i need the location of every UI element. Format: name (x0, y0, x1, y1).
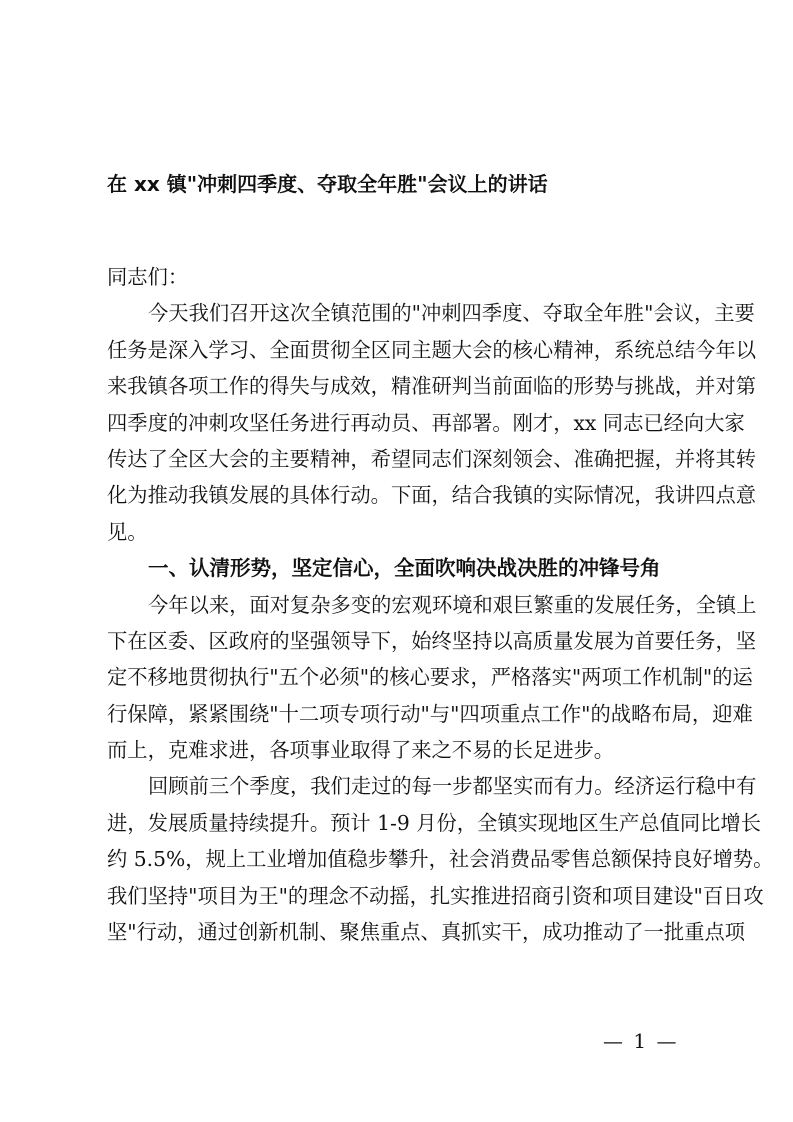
text-line: 进，发展质量持续提升。预计 1-9 月份，全镇实现地区生产总值同比增长 (107, 810, 761, 835)
text-line: 传达了全区大会的主要精神，希望同志们深刻领会、准确把握，并将其转 (107, 446, 757, 471)
paragraph-review (107, 768, 774, 950)
text-line: 约 5.5%，规上工业增加值稳步攀升，社会消费品零售总额保持良好增势。 (107, 847, 774, 872)
paragraph-situation (107, 587, 757, 769)
text-line: 下在区委、区政府的坚强领导下，始终坚持以高质量发展为首要任务，坚 (107, 628, 757, 653)
text-line: 行保障，紧紧围绕"十二项专项行动"与"四项重点工作"的战略布局，迎难 (107, 701, 753, 726)
text-line: 定不移地贯彻执行"五个必须"的核心要求，严格落实"两项工作机制"的运 (107, 665, 753, 690)
document-title: 在 xx 镇"冲刺四季度、夺取全年胜"会议上的讲话 (107, 172, 548, 196)
text-line: 坚"行动，通过创新机制、聚焦重点、真抓实干，成功推动了一批重点项 (107, 920, 746, 945)
text-line: 而上，克难求进，各项事业取得了来之不易的长足进步。 (107, 738, 615, 763)
text-line: 四季度的冲刺攻坚任务进行再动员、再部署。刚才，xx 同志已经向大家 (107, 410, 745, 435)
salutation: 同志们： (107, 265, 189, 289)
text-line: 见。 (107, 519, 148, 544)
paragraph-intro (107, 295, 757, 550)
text-line: 化为推动我镇发展的具体行动。下面，结合我镇的实际情况，我讲四点意 (107, 483, 757, 508)
text-line: 任务是深入学习、全面贯彻全区同主题大会的核心精神，系统总结今年以 (107, 337, 757, 362)
document-body (107, 259, 774, 950)
text-line: 来我镇各项工作的得失与成效，精准研判当前面临的形势与挑战，并对第 (107, 374, 757, 399)
text-line: 今年以来，面对复杂多变的宏观环境和艰巨繁重的发展任务，全镇上 (148, 592, 757, 617)
text-line: 今天我们召开这次全镇范围的"冲刺四季度、夺取全年胜"会议，主要 (148, 301, 755, 326)
text-line: 回顾前三个季度，我们走过的每一步都坚实而有力。经济运行稳中有 (148, 774, 757, 799)
text-line: 我们坚持"项目为王"的理念不动摇，扎实推进招商引资和项目建设"百日攻 (107, 883, 764, 908)
page-number: — 1 — (603, 1029, 679, 1053)
section-heading: 一、认清形势，坚定信心，全面吹响决战决胜的冲锋号角 (148, 556, 661, 581)
